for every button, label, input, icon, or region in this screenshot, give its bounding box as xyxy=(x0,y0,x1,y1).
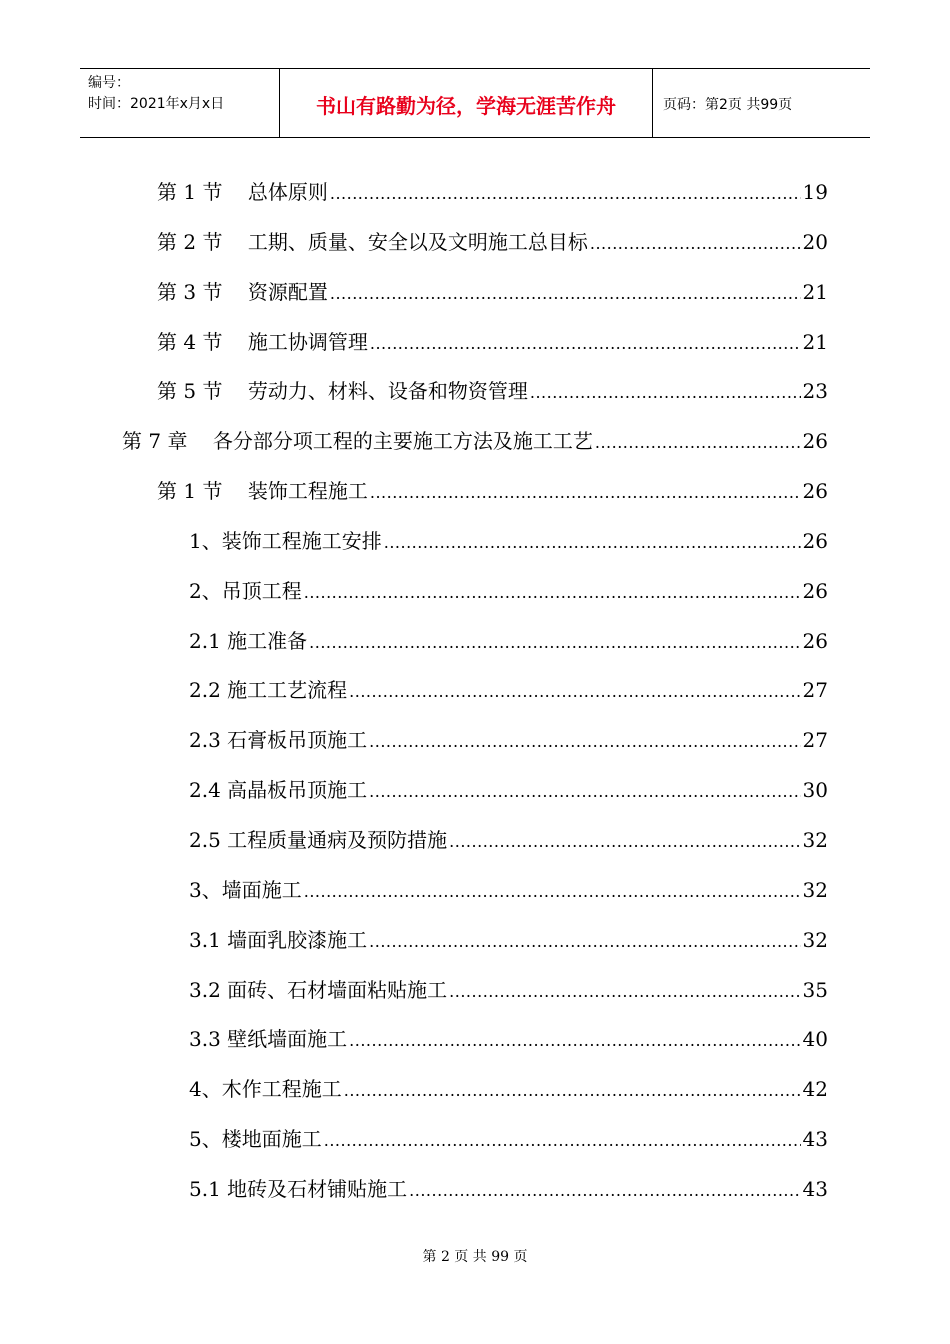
toc-leader-dots xyxy=(304,867,801,917)
header-motto: 书山有路勤为径，学海无涯苦作舟 xyxy=(280,69,653,137)
toc-entry[interactable] xyxy=(0,467,950,517)
toc-entry[interactable] xyxy=(0,666,950,716)
toc-entry[interactable] xyxy=(0,716,950,766)
toc-leader-dots xyxy=(409,1166,800,1216)
toc-entry[interactable] xyxy=(0,816,950,866)
toc-entry-page: 21 xyxy=(802,329,828,354)
toc-entry-label: 第 5 节 劳动力、材料、设备和物资管理 xyxy=(157,379,528,404)
toc-entry-label: 5.1 地砖及石材铺贴施工 xyxy=(189,1176,408,1201)
toc-entry[interactable] xyxy=(0,1115,950,1165)
number-label: 编号： xyxy=(88,75,130,91)
toc-entry-page: 43 xyxy=(802,1176,828,1201)
toc-entry[interactable] xyxy=(0,1015,950,1065)
toc-leader-dots xyxy=(530,368,801,418)
table-of-contents xyxy=(0,168,950,1215)
toc-entry-page: 21 xyxy=(802,279,828,304)
toc-entry-page: 26 xyxy=(802,578,828,603)
toc-entry-label: 1、装饰工程施工安排 xyxy=(189,528,382,553)
toc-entry[interactable] xyxy=(0,367,950,417)
toc-entry-page: 32 xyxy=(802,927,828,952)
toc-entry[interactable] xyxy=(0,318,950,368)
toc-entry[interactable] xyxy=(0,567,950,617)
toc-leader-dots xyxy=(369,717,800,767)
toc-entry-page: 35 xyxy=(802,977,828,1002)
toc-leader-dots xyxy=(324,1116,801,1166)
toc-entry-page: 30 xyxy=(802,778,828,803)
toc-entry-page: 26 xyxy=(802,429,828,454)
toc-entry-label: 第 3 节 资源配置 xyxy=(157,279,328,304)
toc-entry-label: 2.4 高晶板吊顶施工 xyxy=(189,778,368,803)
toc-entry-label: 2.5 工程质量通病及预防措施 xyxy=(189,827,448,852)
toc-entry[interactable] xyxy=(0,866,950,916)
toc-entry-page: 32 xyxy=(802,877,828,902)
toc-leader-dots xyxy=(369,917,800,967)
toc-entry[interactable] xyxy=(0,168,950,218)
time-label: 时间：2021年x月x日 xyxy=(88,96,225,112)
toc-entry[interactable] xyxy=(0,1065,950,1115)
toc-entry-label: 第 4 节 施工协调管理 xyxy=(157,329,368,354)
toc-leader-dots xyxy=(449,817,800,867)
toc-leader-dots xyxy=(370,319,801,369)
header-meta xyxy=(80,69,280,137)
toc-entry-page: 19 xyxy=(802,180,828,204)
toc-entry[interactable] xyxy=(0,417,950,467)
toc-leader-dots xyxy=(369,767,800,817)
toc-leader-dots xyxy=(590,219,801,269)
toc-entry-label: 2.1 施工准备 xyxy=(189,628,308,653)
toc-entry[interactable] xyxy=(0,268,950,318)
toc-entry-label: 4、木作工程施工 xyxy=(189,1077,342,1102)
toc-leader-dots xyxy=(370,468,801,518)
toc-entry-page: 20 xyxy=(802,229,828,254)
toc-entry-label: 2.3 石膏板吊顶施工 xyxy=(189,728,368,753)
page-footer: 第 2 页 共 99 页 xyxy=(422,1249,528,1265)
toc-entry-label: 3.2 面砖、石材墙面粘贴施工 xyxy=(189,977,448,1002)
toc-entry[interactable] xyxy=(0,966,950,1016)
header-page-info: 页码：第2页 共99页 xyxy=(663,97,793,113)
toc-leader-dots xyxy=(330,169,801,219)
toc-entry-page: 27 xyxy=(802,678,828,703)
toc-entry-page: 26 xyxy=(802,479,828,504)
toc-leader-dots xyxy=(344,1066,801,1116)
toc-entry-page: 42 xyxy=(802,1077,828,1102)
toc-entry-page: 43 xyxy=(802,1127,828,1152)
toc-entry-page: 40 xyxy=(802,1027,828,1052)
toc-leader-dots xyxy=(384,518,801,568)
toc-leader-dots xyxy=(304,568,801,618)
toc-entry-label: 2.2 施工工艺流程 xyxy=(189,678,348,703)
toc-entry-page: 32 xyxy=(802,827,828,852)
toc-entry[interactable] xyxy=(0,1165,950,1215)
toc-entry-label: 2、吊顶工程 xyxy=(189,578,302,603)
toc-leader-dots xyxy=(595,418,801,468)
toc-entry-page: 26 xyxy=(802,528,828,553)
toc-entry[interactable] xyxy=(0,517,950,567)
toc-entry-label: 3、墙面施工 xyxy=(189,877,302,902)
toc-entry-page: 26 xyxy=(802,628,828,653)
toc-entry-label: 第 1 节 装饰工程施工 xyxy=(157,479,368,504)
toc-entry[interactable] xyxy=(0,766,950,816)
toc-entry[interactable] xyxy=(0,218,950,268)
toc-entry[interactable] xyxy=(0,617,950,667)
toc-entry-label: 第 1 节 总体原则 xyxy=(157,180,328,204)
toc-leader-dots xyxy=(309,618,800,668)
toc-entry-label: 3.1 墙面乳胶漆施工 xyxy=(189,927,368,952)
toc-entry-label: 第 7 章 各分部分项工程的主要施工方法及施工工艺 xyxy=(122,429,593,454)
toc-leader-dots xyxy=(349,667,800,717)
toc-entry-page: 23 xyxy=(802,379,828,404)
toc-entry-label: 第 2 节 工期、质量、安全以及文明施工总目标 xyxy=(157,229,588,254)
toc-leader-dots xyxy=(449,967,800,1017)
page-header xyxy=(80,68,870,138)
toc-entry-label: 5、楼地面施工 xyxy=(189,1127,322,1152)
toc-leader-dots xyxy=(349,1016,800,1066)
toc-entry-page: 27 xyxy=(802,728,828,753)
toc-entry[interactable] xyxy=(0,916,950,966)
toc-entry-label: 3.3 壁纸墙面施工 xyxy=(189,1027,348,1052)
toc-leader-dots xyxy=(330,269,801,319)
